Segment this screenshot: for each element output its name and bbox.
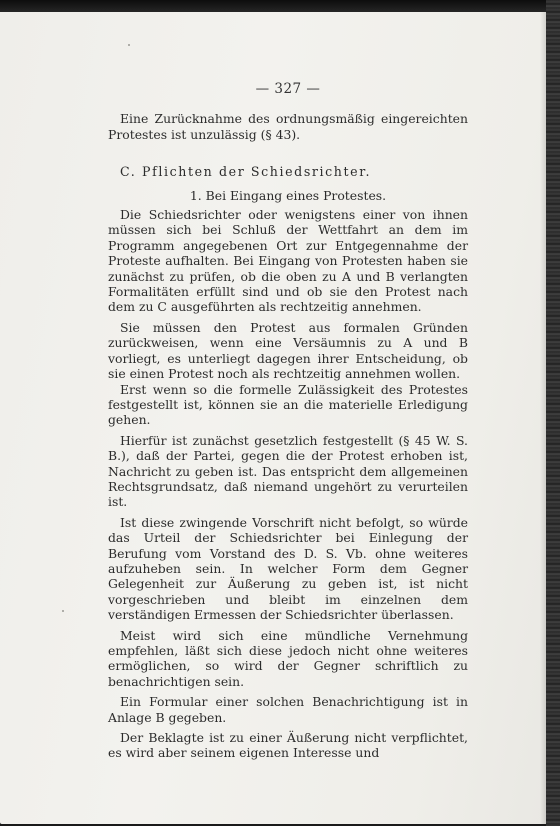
book-spine-edge bbox=[546, 0, 560, 826]
paragraph-receipt-duties: Die Schiedsrichter oder wenigstens einer von ihnen müssen sich bei Schluß der Wettfahrt an dem im Programm angegebenen Ort zur Entgegennahme der Proteste aufhalten. Bei Eingang von Protesten haben sie zunächst zu prüfen, ob die oben zu A und B verlangten Formalitäten erfüllt sind und ob sie den Protest nach dem zu C ausgeführten als rechtzeitig annehmen. bbox=[108, 207, 468, 315]
paragraph-formal-rejection: Sie müssen den Protest aus formalen Gründen zurückweisen, wenn eine Versäumnis zu A und B vorliegt, es unterliegt dagegen ihrer Entscheidung, ob sie einen Protest noch als rechtzeitig annehmen wollen. bbox=[108, 319, 468, 382]
paragraph-form-reference: Ein Formular einer solchen Benachrichtigung ist in Anlage B gegeben. bbox=[108, 694, 468, 725]
paragraph-notification: Hierfür ist zunächst gesetzlich festgestellt (§ 45 W. S. B.), daß der Partei, gegen die der Protest erhoben ist, Nachricht zu geben ist. Das entspricht dem allgemeinen Rechtsgrundsatz, daß niemand ungehört zu verurteilen ist. bbox=[108, 432, 468, 510]
paragraph-oral-hearing: Meist wird sich eine mündliche Vernehmung empfehlen, läßt sich diese jedoch nicht ohne weiteres ermöglichen, so wird der Gegner schriftlich zu benachrichtigen sein. bbox=[108, 627, 468, 689]
paragraph-material-handling: Erst wenn so die formelle Zulässigkeit des Protestes festgestellt ist, können sie an die materielle Erledigung gehen. bbox=[108, 381, 468, 428]
paragraph-mandatory-rule: Ist diese zwingende Vorschrift nicht befolgt, so würde das Urteil der Schiedsrichter bei Einlegung der Berufung vom Vorstand des D. S. Vb. ohne weiteres aufzuheben sein. In welcher Form dem Gegner Gelegenheit zur Äußerung zu geben ist, ist nicht vorgeschrieben und bleibt im einzelnen dem verständigen Ermessen der Schiedsrichter überlassen. bbox=[108, 514, 468, 623]
paragraph-defendant: Der Beklagte ist zu einer Äußerung nicht verpflichtet, es wird aber seinem eigenen Interesse und bbox=[108, 730, 468, 761]
page-number: — 327 — bbox=[255, 81, 321, 97]
paper-speck bbox=[128, 44, 130, 46]
section-heading: C. Pflichten der Schiedsrichter. bbox=[120, 164, 372, 180]
paragraph-retraction: Eine Zurücknahme des ordnungsmäßig eingereichten Protestes ist unzulässig (§ 43). bbox=[108, 111, 468, 142]
page-text-block bbox=[108, 82, 468, 761]
subsection-heading: 1. Bei Eingang eines Protestes. bbox=[189, 187, 387, 203]
paper-speck bbox=[62, 610, 64, 612]
